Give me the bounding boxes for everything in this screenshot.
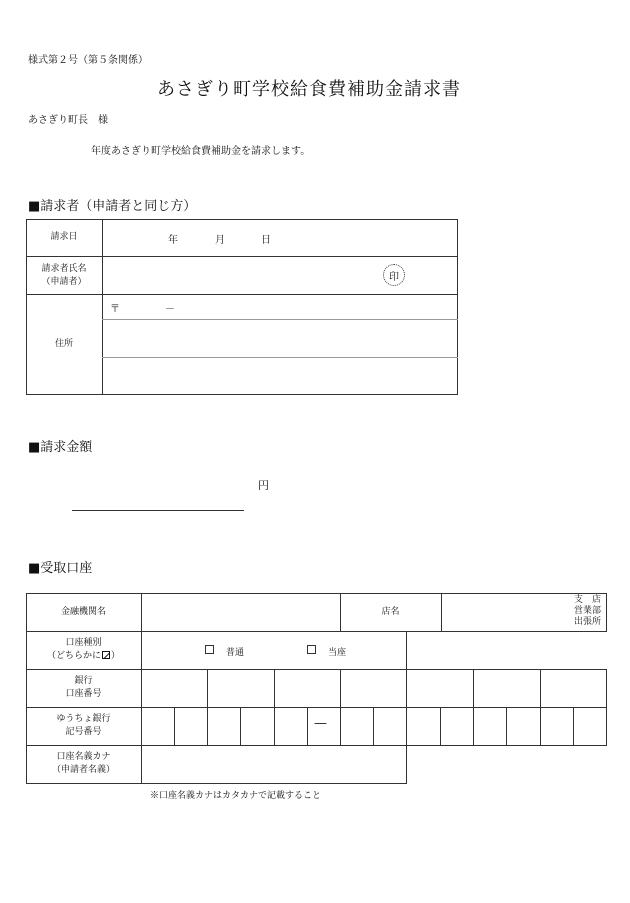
branch-name-field[interactable] [445,597,555,628]
amount-field[interactable] [72,485,244,509]
bank-account-number-field[interactable] [143,671,605,705]
name-field[interactable] [110,262,370,288]
requester-heading: ■請求者（申請者と同じ方） [28,199,197,214]
page-title: あさぎり町学校給食費補助金請求書 [157,79,461,100]
postal-mark: 〒 [110,304,120,315]
yucho-number-field[interactable] [342,709,605,744]
current-checkbox[interactable] [307,645,316,654]
date-field[interactable] [116,225,446,249]
intro-text: 年度あさぎり町学校給食費補助金を請求します。 [91,146,311,157]
date-label: 請求日 [50,232,78,242]
branch-label: 店名 [381,607,400,617]
seal-mark: 印 [383,264,405,286]
branch-type-list: 支 店 営業部 出張所 [573,595,601,627]
yucho-label: ゆうちょ銀行 記号番号 [56,714,111,737]
address-label: 住所 [54,339,73,349]
holder-note: ※口座名義カナはカタカナで記載すること [150,791,322,801]
checked-box-icon [102,651,110,659]
yucho-symbol-field[interactable] [143,709,306,744]
postal-code-field[interactable] [120,297,440,317]
name-label: 請求者氏名 （申請者） [41,264,87,287]
form-number: 様式第２号（第５条関係） [28,55,148,66]
postal-dash: － [165,304,175,315]
address-line-1-field[interactable] [106,322,452,354]
date-month-label: 月 [215,235,225,246]
amount-heading: ■請求金額 [28,440,93,455]
yen-label: 円 [258,479,269,492]
holder-kana-field[interactable] [145,749,402,780]
amount-underline [72,510,244,511]
bank-name-label: 金融機関名 [60,607,106,617]
date-year-label: 年 [168,235,178,246]
account-type-label: 口座種別 （どちらかに ） [46,638,121,661]
holder-label: 口座名義カナ （申請者名義） [51,752,115,775]
bank-name-field[interactable] [145,597,336,628]
date-day-label: 日 [261,235,271,246]
ordinary-checkbox[interactable] [205,645,214,654]
ordinary-label: 普通 [226,648,245,658]
current-label: 当座 [328,648,347,658]
address-line-2-field[interactable] [106,360,452,392]
yucho-dash: — [314,716,327,731]
bank-account-label: 銀行 口座番号 [65,676,102,699]
account-heading: ■受取口座 [28,561,93,576]
addressee: あさぎり町長 様 [28,115,108,126]
